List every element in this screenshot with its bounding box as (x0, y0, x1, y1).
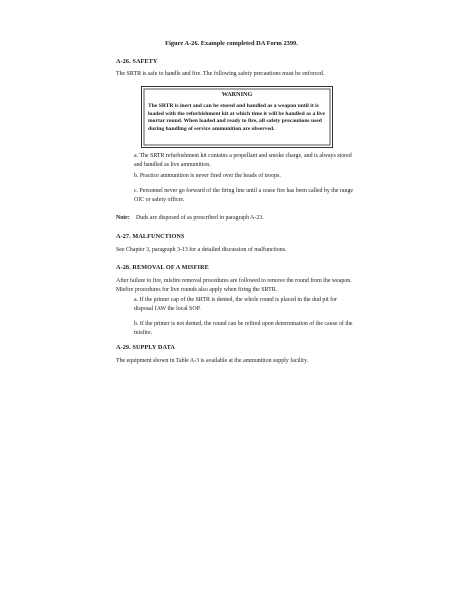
warning-title: WARNING (221, 91, 253, 98)
supply-paragraph: The equipment shown in Table A-3 is available at the ammunition supply facility. (116, 358, 308, 364)
section-heading-supply: A-29. SUPPLY DATA (116, 344, 175, 351)
misfire-item-a: a. If the primer cap of the SRTR is dented, the whole round is placed in the dud pit for disposal IAW the local SOP. (134, 297, 337, 312)
safety-item-c: c. Personnel never go forward of the firing line until a cease fire has been called by the range OIC or safety officer. (134, 188, 354, 203)
warning-box (141, 86, 333, 148)
section-heading-malfunctions: A-27. MALFUNCTIONS (116, 233, 185, 240)
misfire-intro-paragraph: After failure to fire, misfire removal procedures are followed to remove the round from the weapon. Misfire procedures for live rounds also apply when firing the SRTR. (116, 278, 352, 293)
safety-intro-paragraph: The SRTR is safe to handle and fire. The following safety precautions must be enforced. (116, 71, 325, 77)
section-heading-safety: A-26. SAFETY (116, 58, 158, 65)
note-text: Duds are disposed of as prescribed in paragraph A-23. (136, 215, 264, 221)
note-label: Note: (116, 215, 130, 221)
section-heading-misfire: A-28. REMOVAL OF A MISFIRE (116, 264, 209, 271)
figure-caption: Figure A-26. Example completed DA Form 2399. (165, 40, 298, 47)
misfire-item-b: b. If the primer is not dented, the round can be refired upon determination of the cause of the misfire. (134, 321, 353, 336)
malfunctions-paragraph: See Chapter 3, paragraph 3-13 for a detailed discussion of malfunctions. (116, 247, 287, 253)
warning-text: The SRTR is inert and can be stored and handled as a weapon until it is loaded with the refurbishment kit at which time it will be handled as a live mortar round. When loaded and ready to fire, all safety precautions used during handling of service ammunition are observed. (148, 103, 326, 132)
safety-item-b: b. Practice ammunition is never fired over the heads of troops. (134, 173, 281, 179)
safety-item-a: a. The SRTR refurbishment kit contains a propellant and smoke charge, and is always stored and handled as live ammunition. (134, 153, 352, 168)
